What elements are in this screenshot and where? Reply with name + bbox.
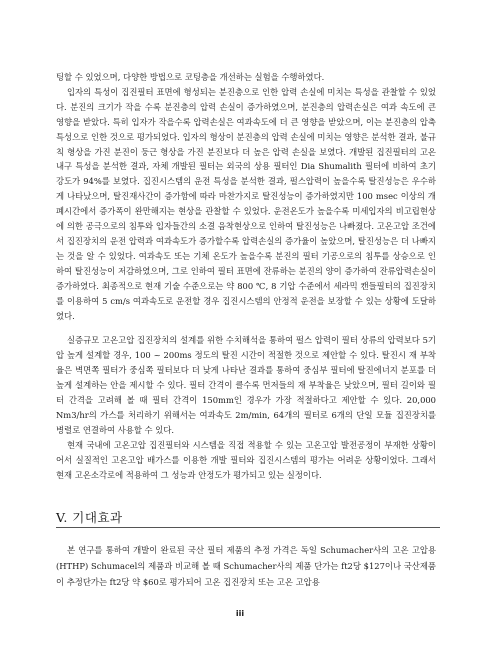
page-number: iii — [235, 609, 245, 618]
paragraph-3: 실증규모 고온고압 집진장치의 설계를 위한 수치해석을 통하여 펄스 압력이 필터 상류의 압력보다 5기압 높게 설계할 경우, 100 ~ 200ms 정도의 탈진 시간이 적절한 것으로 제안할 수 있다. 탈진시 재 부착율은 벽면쪽 필터가 중심쪽 필터보다 더 낮게 나타난 결과를 통하여 중심부 필터에 탈진에너지 분포를 더 높게 설계하는 안을 제시할 수 있다. 필터 간격이 클수록 먼저들의 재 부착율은 낮았으며, 필터 길이와 필터 간격을 고려해 볼 때 필터 간격이 150mm인 경우가 가장 적절하다고 제안할 수 있다. 20,000 Nm3/hr의 가스를 처리하기 위해서는 여과속도 2m/min, 64개의 필터로 6개의 단일 모듈 집진장치를 병렬로 연결하여 사용할 수 있다. — [56, 335, 436, 435]
section-heading: V. 기대효과 — [56, 510, 123, 525]
section-divider — [56, 527, 440, 528]
paragraph-1: 팅할 수 있었으며, 다양한 방법으로 코팅층을 개선하는 실험을 수행하였다. — [56, 72, 325, 82]
paragraph-4: 현재 국내에 고온고압 집진필터와 시스템을 직접 적용할 수 있는 고온고압 발전공정이 부재한 상황이어서 실질적인 고온고압 배가스를 이용한 개발 필터와 집진시스템의 평가는 어려운 상황이었다. 그래서 현재 고온소각로에 적용하여 그 성능과 안정도가 평가되고 있는 실정이다. — [56, 439, 436, 480]
section-paragraph: 본 연구를 통하여 개발이 완료된 국산 필터 제품의 추정 가격은 독일 Schumacher사의 고온 고압용(HTHP) Schumacel의 제품과 비교해 볼 때 Schumacher사의 제품 단가는 ft2당 $127이나 국산제품이 추정단가는 ft2당 약 $60로 평가되어 고온 집진장치 또는 고온 고압용 — [56, 545, 436, 587]
paragraph-2: 입자의 특성이 집진필터 표면에 형성되는 분진층으로 인한 압력 손실에 미치는 특성을 관찰할 수 있었다. 분진의 크기가 작을 수록 분진층의 압력 손실이 증가하였으며, 분진층의 압력손실은 여과 속도에 큰 영향을 받았다. 특히 입자가 작을수록 압력손실은 여과속도에 더 큰 영향을 받았으며, 이는 분진층의 압축 특성으로 인한 것으로 평가되었다. 입자의 형상이 분진층의 압력 손실에 미치는 영향은 분석한 결과, 불규칙 형상을 가진 분진이 둥근 형상을 가진 분진보다 더 높은 압력 손실을 보였다. 개발된 집진필터의 고온 내구 특성을 분석한 결과, 자체 개발된 필터는 외국의 상용 필터인 Dia Shumalith 필터에 비하여 초기 강도가 94%를 보였다. 집진시스템의 운전 특성을 분석한 결과, 펄스압력이 높을수록 탈진성능은 우수하게 나타났으며, 탈진재사간이 증가함에 따라 마찬가지로 탈진성능이 증가하였지만 100 msec 이상의 개폐시간에서 증가폭이 완만해지는 현상을 관찰할 수 있었다. 운전온도가 높을수록 미세입자의 비고립현상에 의한 공극으로의 침투와 입자들간의 소결 음착현상으로 인하여 탈진성능은 나빠졌다. 고온고압 조건에서 집진장치의 운전 압력과 여과속도가 증가할수록 압력손실의 증가율이 높았으며, 탈진성능은 더 나빠지는 것을 알 수 있었다. 여과속도 또는 기체 온도가 높을수록 분진의 필터 기공으로의 침투를 상승으로 인하여 탈진성능이 저감하였으며, 그로 인하여 필터 표면에 잔류하는 분진의 양이 증가하여 잔류압력손실이 증가하였다. 최종적으로 현재 기술 수준으로는 약 800 ℃, 8 기압 수준에서 세라믹 캔들필터의 집진장치를 이용하여 5 cm/s 여과속도로 운전할 경우 집진시스템의 안정적 운전을 보장할 수 있는 상황에 도달하였다. — [56, 86, 436, 321]
body-text — [56, 70, 436, 482]
